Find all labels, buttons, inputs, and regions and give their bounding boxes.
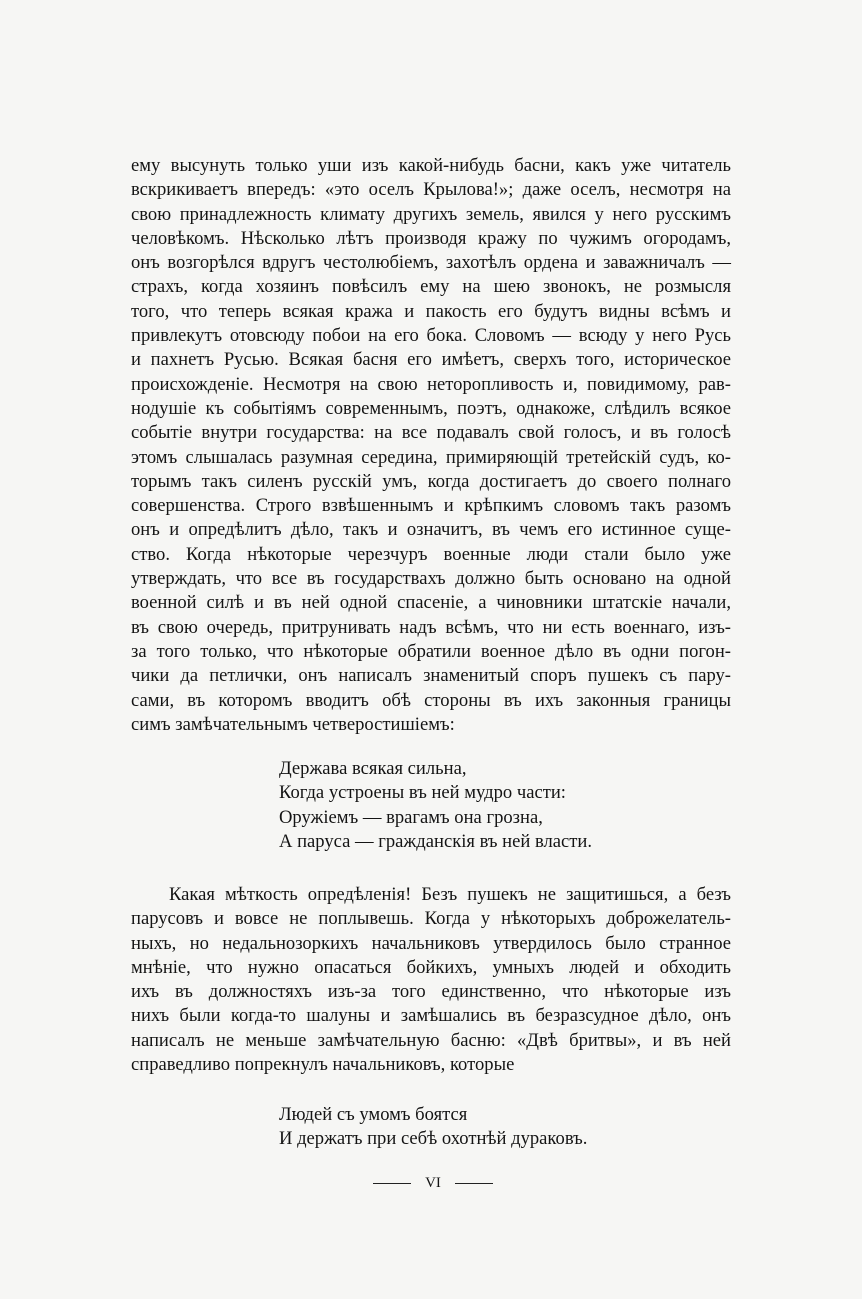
paragraph-1 [131,154,731,737]
text-line: ему высунуть только уши изъ какой-нибудь басни, какъ уже читатель [131,155,731,176]
text-line: онъ и опредѣлитъ дѣло, такъ и означитъ, въ чемъ его истинное суще- [131,519,731,541]
verse-line: Когда устроены въ ней мудро части: [279,782,566,804]
text-line: въ свою очередь, притрунивать надъ всѣмъ, что ни есть военнаго, изъ- [131,616,731,638]
text-line: ство. Когда нѣкоторые черезчуръ военные люди стали было уже [131,543,731,565]
text-line: страхъ, когда хозяинъ повѣсилъ ему на шею звонокъ, не розмысля [131,276,731,298]
footer-rule-right [455,1183,493,1184]
paragraph-2 [131,883,731,1077]
text-line: чики да петлички, онъ написалъ знаменитый споръ пушекъ съ пару- [131,665,731,687]
text-line: человѣкомъ. Нѣсколько лѣтъ производя кражу по чужимъ огородамъ, [131,227,731,249]
verse-line: А паруса — гражданскія въ ней власти. [279,830,593,852]
text-line: свою принадлежность климату другихъ земель, явился у него русскимъ [131,203,731,225]
text-line: совершенства. Строго взвѣшеннымъ и крѣпкимъ словомъ такъ разомъ [131,495,731,517]
text-line: торымъ такъ силенъ русскій умъ, когда достигаетъ до своего полнаго [131,470,731,492]
verse-quote-1 [279,757,679,854]
text-line: ныхъ, но недальнозоркихъ начальниковъ утвердилось было странное [131,932,731,954]
text-line: нихъ были когда-то шалуны и замѣшались въ безразсудное дѣло, онъ [131,1005,731,1027]
verse-line: Держава всякая сильна, [279,758,467,779]
text-line: справедливо попрекнулъ начальниковъ, которые [131,1054,515,1076]
page-footer [373,1172,493,1194]
verse-line: Людей съ умомъ боятся [279,1104,468,1125]
text-line: происхожденіе. Несмотря на свою неторопливость и, повидимому, рав- [131,373,731,395]
text-line: вскрикиваетъ впередъ: «это оселъ Крылова!»; даже оселъ, несмотря на [131,179,731,201]
text-line: мнѣніе, что нужно опасаться бойкихъ, умныхъ людей и обходить [131,956,731,978]
text-line: утверждать, что все въ государствахъ должно быть основано на одной [131,568,731,590]
text-line: симъ замѣчательнымъ четверостишіемъ: [131,713,455,735]
text-line: привлекутъ отовсюду побои на его бока. Словомъ — всюду у него Русь [131,325,731,347]
text-line: нодушіе къ событіямъ современнымъ, поэтъ, однакоже, слѣдилъ всякое [131,397,731,419]
text-line: военной силѣ и въ ней одной спасеніе, а чиновники штатскіе начали, [131,592,731,614]
verse-line: И держатъ при себѣ охотнѣй дураковъ. [279,1128,588,1150]
verse-quote-2 [279,1103,679,1152]
text-line: онъ возгорѣлся вдругъ честолюбіемъ, захотѣлъ ордена и заважничалъ — [131,252,731,274]
footer-rule-left [373,1183,411,1184]
text-line: за того только, что нѣкоторые обратили военное дѣло въ одни погон- [131,640,731,662]
page-number: VI [425,1174,441,1191]
text-line: этомъ слышалась разумная середина, примиряющій третейскій судъ, ко- [131,446,731,468]
verse-line: Оружіемъ — врагамъ она грозна, [279,806,543,828]
text-line: и пахнетъ Русью. Всякая басня его имѣетъ, сверхъ того, историческое [131,349,731,371]
text-line: событіе внутри государства: на все подавалъ свой голосъ, и въ голосѣ [131,422,731,444]
text-line: парусовъ и вовсе не поплывешь. Когда у нѣкоторыхъ доброжелатель- [131,908,731,930]
text-line: того, что теперь всякая кража и пакость его будутъ видны всѣмъ и [131,300,731,322]
text-line: ихъ въ должностяхъ изъ-за того единственно, что нѣкоторые изъ [131,981,731,1003]
text-line: написалъ не меньше замѣчательную басню: «Двѣ бритвы», и въ ней [131,1029,731,1051]
text-line: Какая мѣткость опредѣленія! Безъ пушекъ не защитишься, а безъ [169,884,731,905]
text-line: сами, въ которомъ вводитъ обѣ стороны въ ихъ законныя границы [131,689,731,711]
